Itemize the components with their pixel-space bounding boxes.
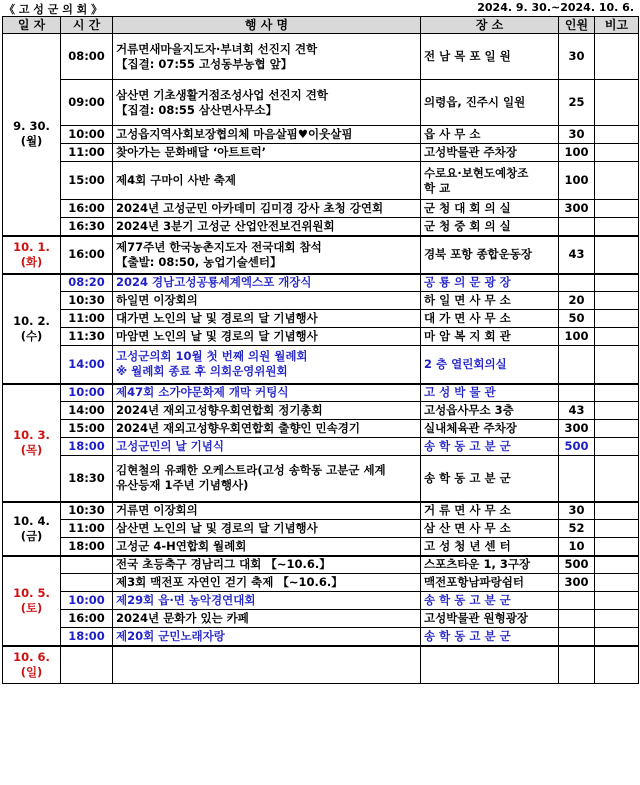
place-cell: 송 학 동 고 분 군 [421, 456, 559, 502]
table-row [3, 144, 639, 162]
people-cell: 500 [559, 556, 595, 574]
note-cell [595, 402, 639, 420]
note-cell [595, 502, 639, 520]
place-cell: 군 청 중 회 의 실 [421, 218, 559, 236]
time-cell: 15:00 [61, 420, 113, 438]
weekday-label: (수) [20, 328, 43, 343]
event-cell: 삼산면 노인의 날 및 경로의 달 기념행사 [113, 520, 421, 538]
note-cell [595, 520, 639, 538]
table-row [3, 162, 639, 200]
event-cell: 고성읍지역사회보장협의체 마음살핌♥이웃살핌 [113, 126, 421, 144]
table-row [3, 310, 639, 328]
people-cell: 10 [559, 538, 595, 556]
event-cell: 전국 초등축구 경남리그 대회 【~10.6.】 [113, 556, 421, 574]
time-cell: 09:00 [61, 80, 113, 126]
note-cell [595, 328, 639, 346]
place-cell: 맥전포항남파랑쉼터 [421, 574, 559, 592]
note-cell [595, 274, 639, 292]
event-cell: 제4회 구마이 사반 축제 [113, 162, 421, 200]
people-cell [559, 274, 595, 292]
note-cell [595, 310, 639, 328]
table-row [3, 346, 639, 384]
table-row [3, 34, 639, 80]
date-label: 10. 4. [13, 513, 50, 528]
table-row [3, 610, 639, 628]
note-cell [595, 200, 639, 218]
place-cell: 스포츠타운 1, 3구장 [421, 556, 559, 574]
place-cell: 경북 포항 종합운동장 [421, 236, 559, 274]
time-cell: 11:30 [61, 328, 113, 346]
event-cell: 2024년 재외고성향우회연합회 정기총회 [113, 402, 421, 420]
time-cell: 10:30 [61, 502, 113, 520]
people-cell [559, 218, 595, 236]
date-label: 10. 5. [13, 585, 50, 600]
place-cell: 고 성 청 년 센 터 [421, 538, 559, 556]
people-cell [559, 456, 595, 502]
date-label: 10. 6. [13, 649, 50, 664]
note-cell [595, 456, 639, 502]
date-label: 10. 1. [13, 239, 50, 254]
time-cell: 16:00 [61, 610, 113, 628]
table-row [3, 646, 639, 684]
note-cell [595, 80, 639, 126]
weekday-label: (금) [20, 528, 43, 543]
event-cell [113, 646, 421, 684]
time-cell: 11:00 [61, 520, 113, 538]
place-cell: 2 층 열린회의실 [421, 346, 559, 384]
place-cell: 의령읍, 진주시 일원 [421, 80, 559, 126]
date-cell [3, 274, 61, 384]
note-cell [595, 384, 639, 402]
col-header-note: 비고 [595, 17, 639, 34]
event-cell: 찾아가는 문화배달 ‘아트트럭’ [113, 144, 421, 162]
place-cell: 공 룡 의 문 광 장 [421, 274, 559, 292]
event-cell: 2024년 문화가 있는 카페 [113, 610, 421, 628]
event-cell: 제29회 읍·면 농악경연대회 [113, 592, 421, 610]
table-row [3, 456, 639, 502]
people-cell: 43 [559, 236, 595, 274]
table-row [3, 218, 639, 236]
event-cell: 제47회 소가야문화제 개막 커팅식 [113, 384, 421, 402]
table-row [3, 628, 639, 646]
date-label: 10. 3. [13, 427, 50, 442]
people-cell: 43 [559, 402, 595, 420]
people-cell: 300 [559, 420, 595, 438]
date-label: 10. 2. [13, 313, 50, 328]
event-cell: 거류면새마을지도자·부녀회 선진지 견학 【집결: 07:55 고성동부농협 앞】 [113, 34, 421, 80]
event-cell: 고성군민의 날 기념식 [113, 438, 421, 456]
time-cell: 14:00 [61, 346, 113, 384]
table-row [3, 502, 639, 520]
event-cell: 2024 경남고성공룡세계엑스포 개장식 [113, 274, 421, 292]
schedule-period: 2024. 9. 30.~2024. 10. 6. [477, 1, 634, 14]
table-row [3, 538, 639, 556]
time-cell [61, 556, 113, 574]
people-cell: 25 [559, 80, 595, 126]
note-cell [595, 574, 639, 592]
place-cell: 고성박물관 주차장 [421, 144, 559, 162]
people-cell: 30 [559, 34, 595, 80]
date-cell [3, 556, 61, 646]
time-cell: 10:30 [61, 292, 113, 310]
people-cell: 30 [559, 126, 595, 144]
time-cell: 15:00 [61, 162, 113, 200]
date-label: 9. 30. [13, 119, 50, 134]
table-row [3, 80, 639, 126]
note-cell [595, 292, 639, 310]
note-cell [595, 236, 639, 274]
table-row [3, 556, 639, 574]
time-cell: 10:00 [61, 592, 113, 610]
table-row [3, 236, 639, 274]
event-cell: 제20회 군민노래자랑 [113, 628, 421, 646]
time-cell: 16:00 [61, 236, 113, 274]
time-cell: 10:00 [61, 384, 113, 402]
schedule-body [3, 34, 639, 684]
note-cell [595, 610, 639, 628]
people-cell [559, 346, 595, 384]
people-cell [559, 610, 595, 628]
col-header-time: 시 간 [61, 17, 113, 34]
schedule-table [2, 16, 639, 684]
note-cell [595, 538, 639, 556]
weekday-label: (토) [20, 600, 43, 615]
event-cell: 2024년 고성군민 아카데미 김미경 강사 초청 강연회 [113, 200, 421, 218]
place-cell: 거 류 면 사 무 소 [421, 502, 559, 520]
note-cell [595, 126, 639, 144]
org-title: 《 고 성 군 의 회 》 [4, 3, 103, 16]
place-cell: 전 남 목 포 일 원 [421, 34, 559, 80]
table-row [3, 402, 639, 420]
event-cell: 삼산면 기초생활거점조성사업 선진지 견학 【집결: 08:55 삼산면사무소】 [113, 80, 421, 126]
time-cell: 11:00 [61, 144, 113, 162]
table-row [3, 328, 639, 346]
people-cell: 30 [559, 502, 595, 520]
time-cell: 18:00 [61, 628, 113, 646]
note-cell [595, 346, 639, 384]
people-cell [559, 592, 595, 610]
table-row [3, 574, 639, 592]
table-header-row [3, 17, 639, 34]
people-cell: 52 [559, 520, 595, 538]
header-bar [0, 0, 640, 16]
time-cell: 14:00 [61, 402, 113, 420]
event-cell: 김현철의 유쾌한 오케스트라(고성 송학동 고분군 세계 유산등재 1주년 기념행사) [113, 456, 421, 502]
note-cell [595, 646, 639, 684]
table-row [3, 420, 639, 438]
note-cell [595, 218, 639, 236]
place-cell: 삼 산 면 사 무 소 [421, 520, 559, 538]
time-cell: 16:30 [61, 218, 113, 236]
event-cell: 하일면 이장회의 [113, 292, 421, 310]
time-cell: 08:20 [61, 274, 113, 292]
table-row [3, 200, 639, 218]
note-cell [595, 420, 639, 438]
note-cell [595, 144, 639, 162]
people-cell: 100 [559, 144, 595, 162]
people-cell [559, 646, 595, 684]
event-cell: 제3회 맥전포 자연인 걷기 축제 【~10.6.】 [113, 574, 421, 592]
col-header-people: 인원 [559, 17, 595, 34]
col-header-place: 장 소 [421, 17, 559, 34]
event-cell: 2024년 3분기 고성군 산업안전보건위원회 [113, 218, 421, 236]
time-cell: 16:00 [61, 200, 113, 218]
date-cell [3, 236, 61, 274]
table-row [3, 438, 639, 456]
note-cell [595, 556, 639, 574]
place-cell: 송 학 동 고 분 군 [421, 628, 559, 646]
table-row [3, 520, 639, 538]
weekday-label: (목) [20, 442, 43, 457]
table-row [3, 274, 639, 292]
time-cell [61, 574, 113, 592]
weekday-label: (일) [20, 664, 43, 679]
time-cell [61, 646, 113, 684]
weekday-label: (화) [20, 254, 43, 269]
col-header-event: 행 사 명 [113, 17, 421, 34]
place-cell [421, 646, 559, 684]
place-cell: 대 가 면 사 무 소 [421, 310, 559, 328]
place-cell: 군 청 대 회 의 실 [421, 200, 559, 218]
weekday-label: (월) [20, 134, 43, 149]
place-cell: 고성읍사무소 3층 [421, 402, 559, 420]
time-cell: 10:00 [61, 126, 113, 144]
people-cell: 20 [559, 292, 595, 310]
event-cell: 고성군의회 10월 첫 번째 의원 월례회 ※ 월례회 종료 후 의회운영위원회 [113, 346, 421, 384]
table-row [3, 126, 639, 144]
event-cell: 거류면 이장회의 [113, 502, 421, 520]
note-cell [595, 162, 639, 200]
event-cell: 고성군 4-H연합회 월례회 [113, 538, 421, 556]
event-cell: 제77주년 한국농촌지도자 전국대회 참석 【출발: 08:50, 농업기술센터】 [113, 236, 421, 274]
place-cell: 하 일 면 사 무 소 [421, 292, 559, 310]
place-cell: 송 학 동 고 분 군 [421, 438, 559, 456]
people-cell: 100 [559, 328, 595, 346]
place-cell: 고 성 박 물 관 [421, 384, 559, 402]
time-cell: 11:00 [61, 310, 113, 328]
date-cell [3, 34, 61, 236]
people-cell: 300 [559, 574, 595, 592]
people-cell [559, 628, 595, 646]
time-cell: 18:30 [61, 456, 113, 502]
people-cell: 50 [559, 310, 595, 328]
event-cell: 2024년 재외고성향우회연합회 출향인 민속경기 [113, 420, 421, 438]
people-cell [559, 384, 595, 402]
people-cell: 500 [559, 438, 595, 456]
place-cell: 고성박물관 원형광장 [421, 610, 559, 628]
place-cell: 읍 사 무 소 [421, 126, 559, 144]
table-row [3, 292, 639, 310]
time-cell: 18:00 [61, 538, 113, 556]
time-cell: 08:00 [61, 34, 113, 80]
people-cell: 300 [559, 200, 595, 218]
place-cell: 마 암 복 지 회 관 [421, 328, 559, 346]
col-header-date: 일 자 [3, 17, 61, 34]
date-cell [3, 646, 61, 684]
event-cell: 마암면 노인의 날 및 경로의 달 기념행사 [113, 328, 421, 346]
event-cell: 대가면 노인의 날 및 경로의 달 기념행사 [113, 310, 421, 328]
people-cell: 100 [559, 162, 595, 200]
note-cell [595, 592, 639, 610]
note-cell [595, 438, 639, 456]
place-cell: 실내체육관 주차장 [421, 420, 559, 438]
table-row [3, 384, 639, 402]
date-cell [3, 384, 61, 502]
note-cell [595, 34, 639, 80]
time-cell: 18:00 [61, 438, 113, 456]
table-row [3, 592, 639, 610]
note-cell [595, 628, 639, 646]
place-cell: 수로요·보현도예창조 학 교 [421, 162, 559, 200]
date-cell [3, 502, 61, 556]
place-cell: 송 학 동 고 분 군 [421, 592, 559, 610]
